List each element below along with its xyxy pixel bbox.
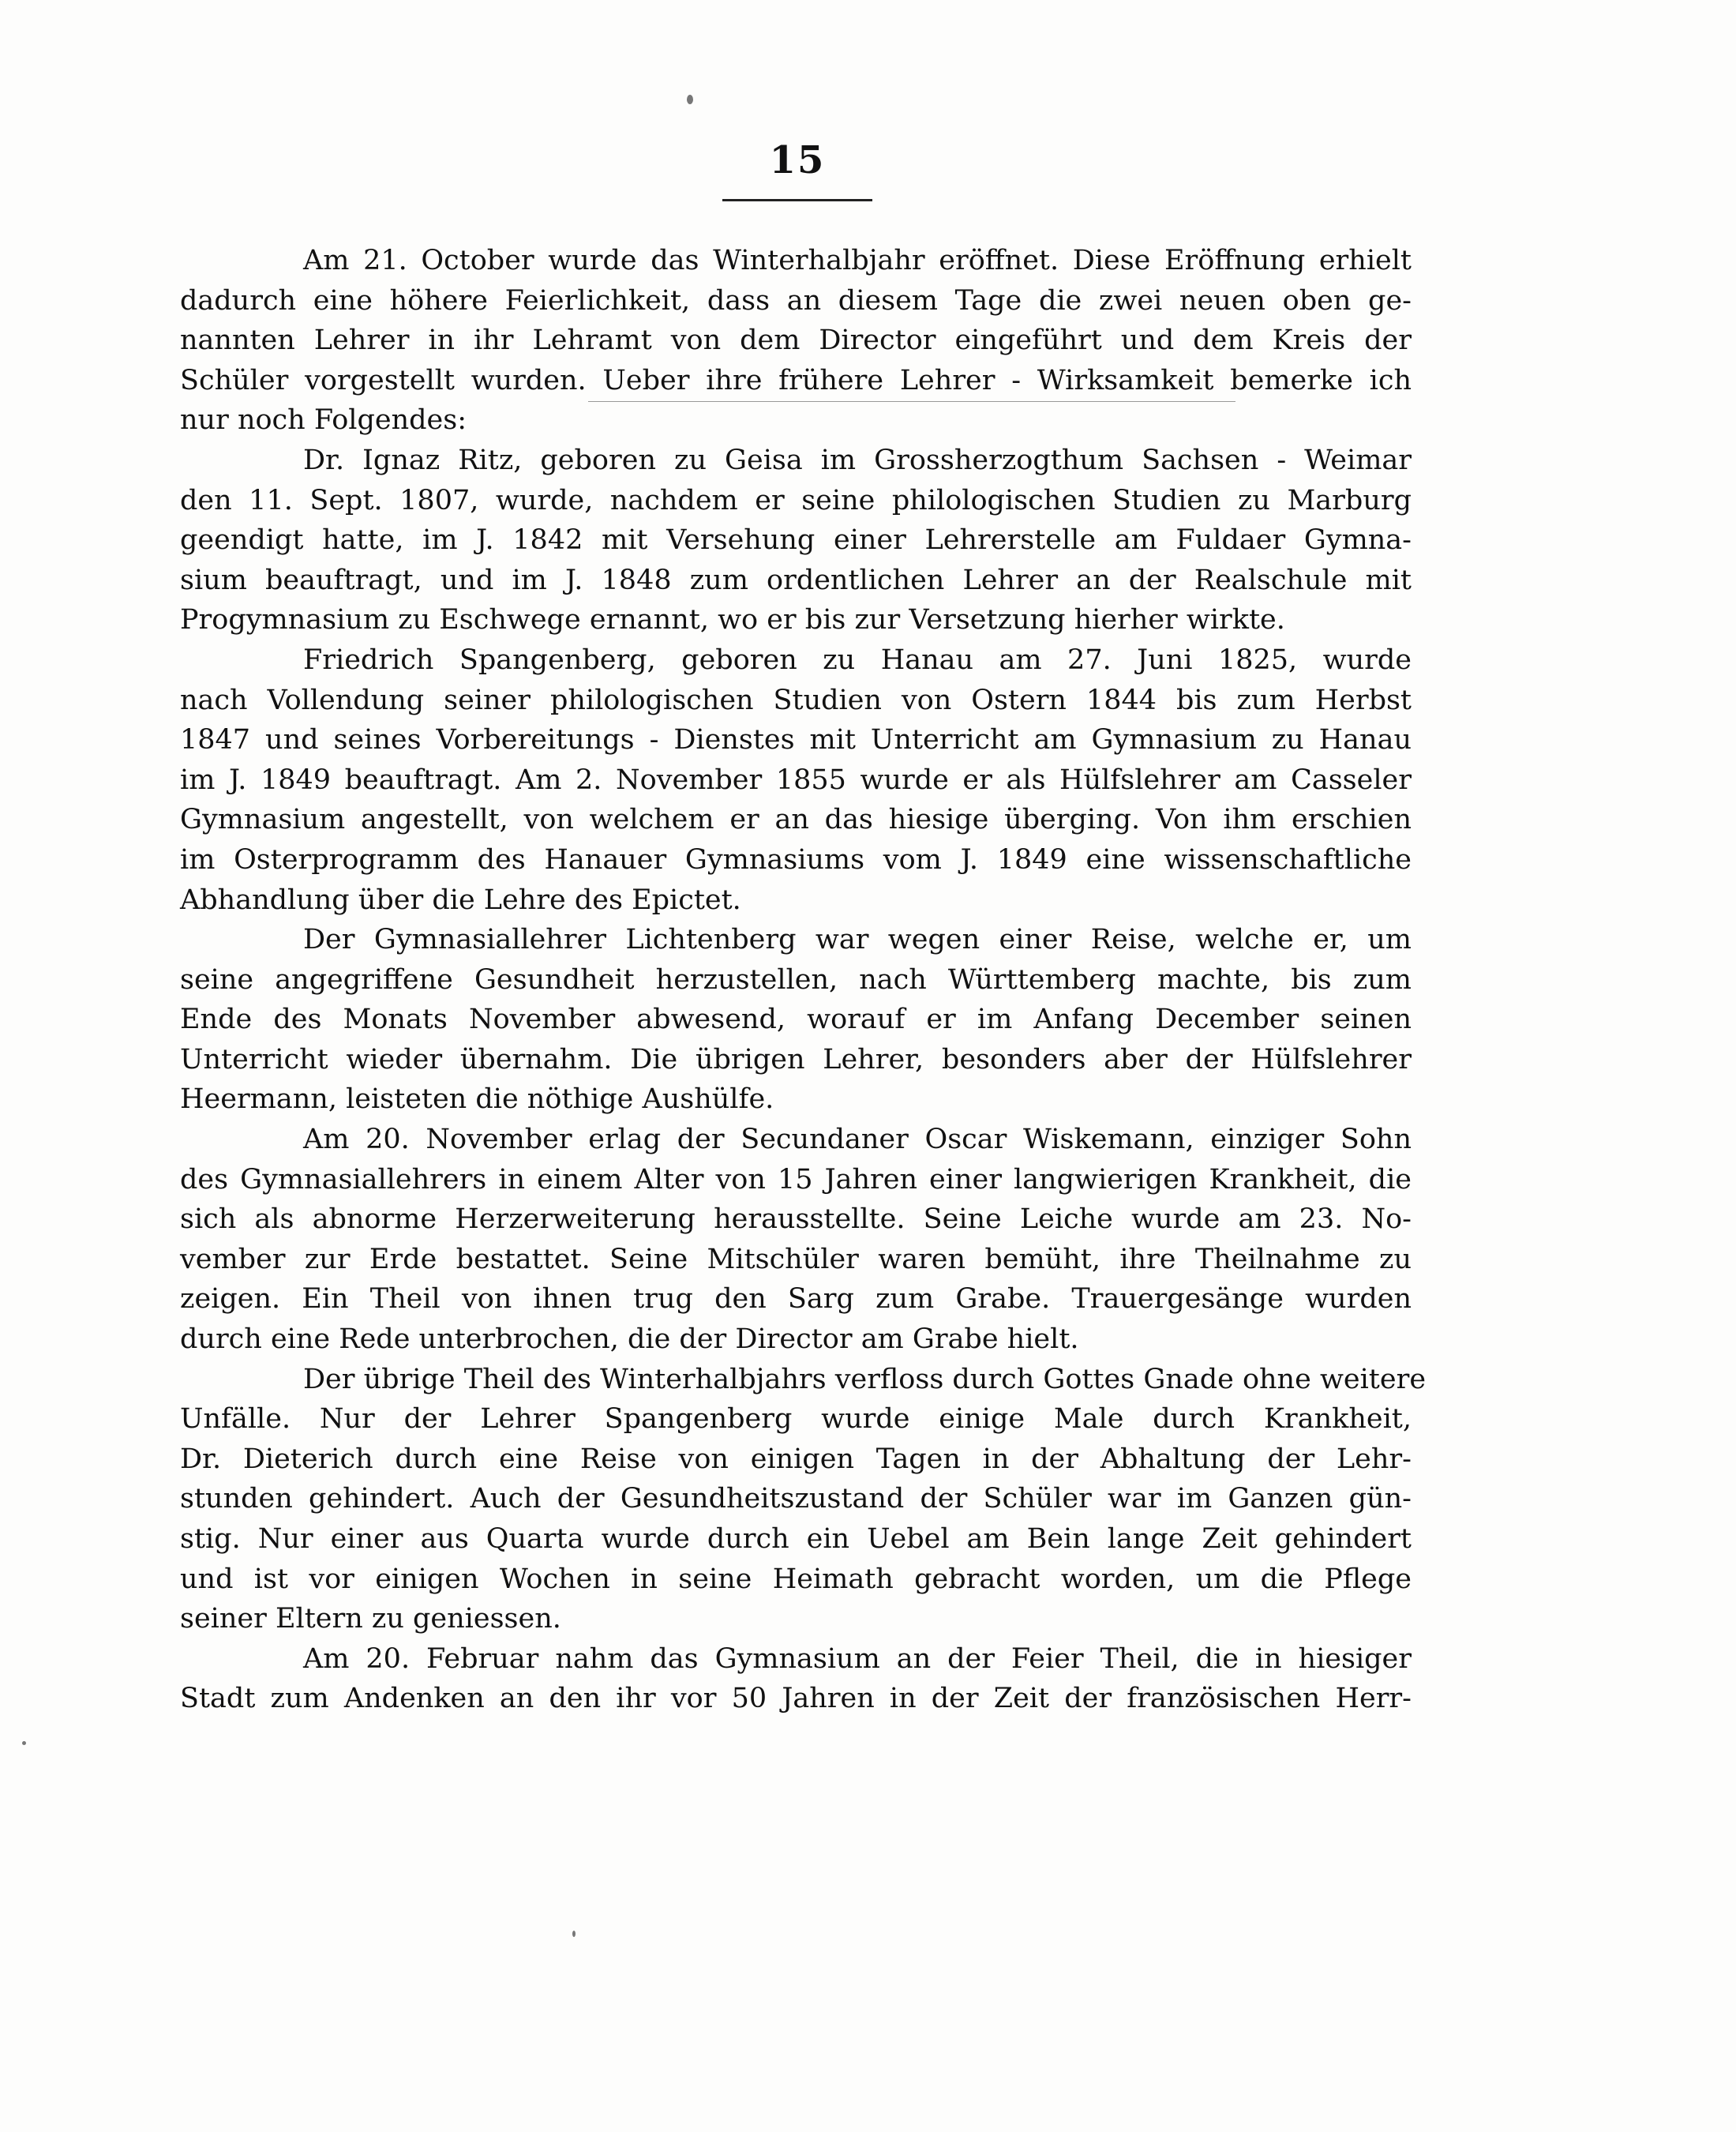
text-line: Dr. Dieterich durch eine Reise von einigen Tagen in der Abhaltung der Lehr- — [180, 1443, 1412, 1475]
text-line: im J. 1849 beauftragt. Am 2. November 1855 wurde er als Hülfslehrer am Casseler — [180, 764, 1412, 796]
text-line: zeigen. Ein Theil von ihnen trug den Sarg zum Grabe. Trauergesänge wurden — [180, 1283, 1412, 1316]
text-line: seiner Eltern zu geniessen. — [180, 1603, 561, 1635]
text-line: 1847 und seines Vorbereitungs - Dienstes mit Unterricht am Gymnasium zu Hanau — [180, 724, 1412, 756]
text-line: Progymnasium zu Eschwege ernannt, wo er bis zur Versetzung hierher wirkte. — [180, 604, 1285, 636]
text-line: stunden gehindert. Auch der Gesundheitszustand der Schüler war im Ganzen gün- — [180, 1483, 1412, 1515]
paragraph-first-line: Der übrige Theil des Winterhalbjahrs verfloss durch Gottes Gnade ohne weitere — [303, 1363, 1427, 1395]
text-line: seine angegriffene Gesundheit herzustellen, nach Württemberg machte, bis zum — [180, 963, 1412, 996]
text-line: Schüler vorgestellt wurden. Ueber ihre frühere Lehrer - Wirksamkeit bemerke ich — [180, 364, 1412, 396]
text-line: nur noch Folgendes: — [180, 404, 467, 437]
page-number: 15 — [769, 138, 826, 182]
text-line: Unterricht wieder übernahm. Die übrigen Lehrer, besonders aber der Hülfslehrer — [180, 1043, 1412, 1075]
print-speck — [687, 95, 693, 104]
body-text — [180, 241, 1427, 1719]
paragraph-first-line: Am 20. Februar nahm das Gymnasium an der Feier Theil, die in hiesiger — [303, 1642, 1412, 1675]
print-speck — [572, 1931, 576, 1937]
text-line: stig. Nur einer aus Quarta wurde durch ein Uebel am Bein lange Zeit gehindert — [180, 1523, 1412, 1555]
text-line: nannten Lehrer in ihr Lehramt von dem Director eingeführt und dem Kreis der — [180, 325, 1412, 357]
text-line: Heermann, leisteten die nöthige Aushülfe. — [180, 1083, 774, 1116]
paragraph-first-line: Friedrich Spangenberg, geboren zu Hanau am 27. Juni 1825, wurde — [303, 644, 1412, 676]
text-line: sium beauftragt, und im J. 1848 zum ordentlichen Lehrer an der Realschule mit — [180, 564, 1412, 596]
text-line: Ende des Monats November abwesend, worauf er im Anfang December seinen — [180, 1004, 1412, 1036]
text-line: und ist vor einigen Wochen in seine Heimath gebracht worden, um die Pflege — [180, 1563, 1412, 1595]
text-line: Unfälle. Nur der Lehrer Spangenberg wurde einige Male durch Krankheit, — [180, 1403, 1412, 1436]
page-number-rule — [722, 199, 872, 201]
paragraph-first-line: Dr. Ignaz Ritz, geboren zu Geisa im Grossherzogthum Sachsen - Weimar — [303, 444, 1412, 476]
paragraph-first-line: Der Gymnasiallehrer Lichtenberg war wegen einer Reise, welche er, um — [303, 924, 1412, 956]
text-line: nach Vollendung seiner philologischen Studien von Ostern 1844 bis zum Herbst — [180, 684, 1412, 716]
paragraph-first-line: Am 21. October wurde das Winterhalbjahr eröffnet. Diese Eröffnung erhielt — [303, 245, 1412, 276]
text-line: Gymnasium angestellt, von welchem er an das hiesige überging. Von ihm erschien — [180, 804, 1412, 836]
text-line: des Gymnasiallehrers in einem Alter von 15 Jahren einer langwierigen Krankheit, die — [180, 1163, 1412, 1195]
text-line: Stadt zum Andenken an den ihr vor 50 Jahren in der Zeit der französischen Herr- — [180, 1683, 1412, 1715]
text-line: geendigt hatte, im J. 1842 mit Versehung einer Lehrerstelle am Fuldaer Gymna- — [180, 524, 1412, 557]
text-line: durch eine Rede unterbrochen, die der Director am Grabe hielt. — [180, 1323, 1079, 1356]
print-speck — [22, 1741, 26, 1745]
text-line: Abhandlung über die Lehre des Epictet. — [180, 884, 741, 916]
text-line: im Osterprogramm des Hanauer Gymnasiums vom J. 1849 eine wissenschaftliche — [180, 843, 1412, 876]
text-line: sich als abnorme Herzerweiterung herausstellte. Seine Leiche wurde am 23. No- — [180, 1203, 1412, 1236]
text-line: den 11. Sept. 1807, wurde, nachdem er seine philologischen Studien zu Marburg — [180, 484, 1412, 516]
paragraph-first-line: Am 20. November erlag der Secundaner Oscar Wiskemann, einziger Sohn — [303, 1124, 1412, 1156]
text-line: dadurch eine höhere Feierlichkeit, dass an diesem Tage die zwei neuen oben ge- — [180, 284, 1412, 317]
text-line: vember zur Erde bestattet. Seine Mitschüler waren bemüht, ihre Theilnahme zu — [180, 1243, 1412, 1275]
